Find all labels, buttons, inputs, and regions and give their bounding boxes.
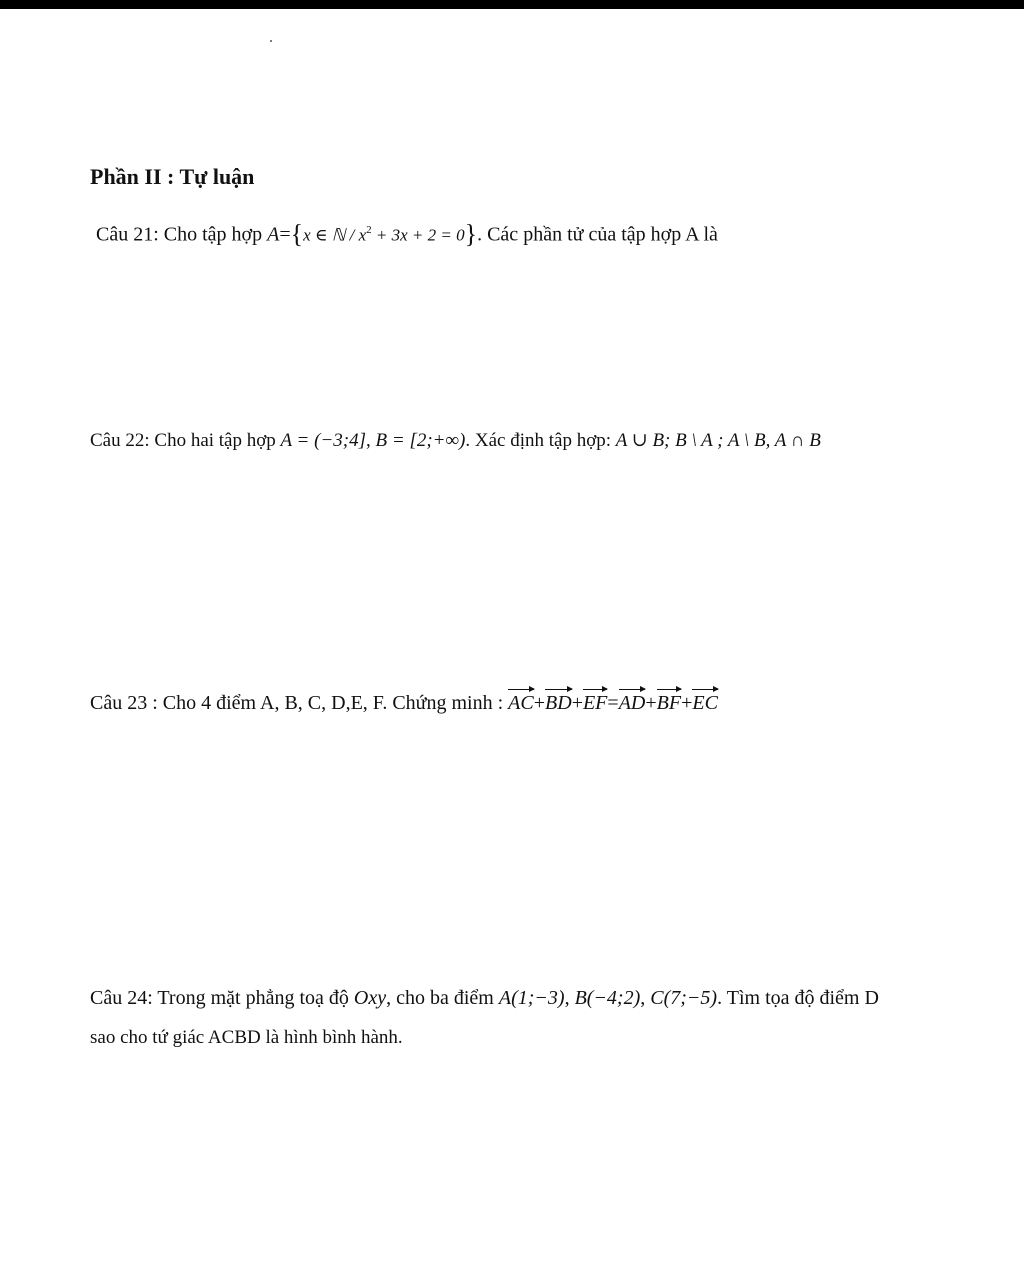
question-23 — [90, 685, 718, 717]
q22-set-a: A = (−3;4] — [280, 430, 367, 451]
top-black-bar — [0, 0, 1024, 9]
q22-text-after: . Xác định tập hợp: — [465, 430, 612, 451]
q21-set-tail: + 3x + 2 = 0 — [371, 225, 465, 245]
q21-sup: 2 — [366, 224, 372, 236]
plus-3: + — [645, 692, 657, 714]
q22-label: Câu 22: — [90, 430, 150, 451]
vector-ec: EC — [692, 685, 718, 717]
vector-ef: EF — [583, 685, 607, 717]
plus-2: + — [571, 692, 583, 714]
equals-sign: = — [607, 692, 619, 714]
q24-point-a: A(1;−3) — [498, 987, 565, 1009]
stray-dot — [270, 40, 272, 42]
q21-lbrace: { — [290, 219, 304, 249]
plus-1: + — [533, 692, 546, 714]
q22-set-b: B = [2;+∞) — [375, 430, 466, 451]
q24-text-mid: , cho ba điểm — [386, 987, 494, 1009]
q21-eq: = — [279, 223, 291, 246]
plus-4: + — [681, 692, 693, 714]
q21-set-body: x ∈ ℕ / x — [303, 225, 367, 245]
q23-label: Câu 23 : — [90, 692, 158, 714]
q24-point-c: C(7;−5) — [650, 987, 718, 1009]
vector-ac: AC — [508, 685, 534, 717]
section-heading: Phần II : Tự luận — [90, 164, 255, 189]
q22-ops: A ∪ B; B \ A ; A \ B, A ∩ B — [615, 430, 821, 451]
question-24-line-2: sao cho tứ giác ACBD là hình bình hành. — [90, 1027, 403, 1048]
q24-comma-1: , — [564, 987, 570, 1009]
question-22 — [90, 427, 821, 455]
q21-rbrace: } — [464, 219, 478, 249]
q21-set-name: A — [267, 223, 280, 246]
vector-bf: BF — [657, 685, 681, 717]
q23-text: Cho 4 điểm A, B, C, D,E, F. Chứng minh : — [162, 692, 504, 714]
q22-text-before: Cho hai tập hợp — [154, 430, 276, 451]
vector-ad: AD — [619, 685, 646, 717]
q24-point-b: B(−4;2) — [574, 987, 641, 1009]
q21-text-before: Cho tập hợp — [163, 223, 263, 246]
q24-comma-2: , — [640, 987, 646, 1009]
vector-bd: BD — [545, 685, 572, 717]
q21-text-after: . Các phần tử của tập hợp A là — [477, 223, 718, 246]
q24-text-before: Trong mặt phẳng toạ độ — [157, 987, 349, 1009]
q24-label: Câu 24: — [90, 987, 153, 1009]
q21-label: Câu 21: — [96, 223, 159, 246]
q24-text-after: . Tìm tọa độ điểm D — [717, 987, 879, 1009]
q24-plane: Oxy — [353, 987, 387, 1009]
question-24 — [90, 984, 879, 1012]
q22-sep: , — [366, 430, 371, 451]
question-21 — [96, 216, 718, 250]
